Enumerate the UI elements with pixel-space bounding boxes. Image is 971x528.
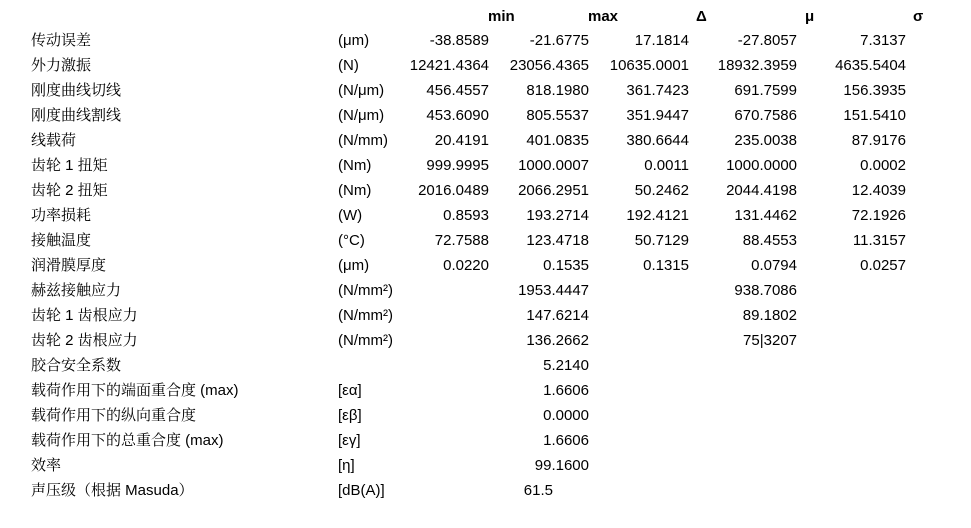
row-max-value: 805.5537	[526, 107, 589, 124]
table-row	[0, 331, 971, 356]
row-max-value: 401.0835	[526, 132, 589, 149]
row-label: 齿轮 1 扭矩	[31, 157, 108, 174]
row-unit: [η]	[338, 457, 355, 474]
row-mu-value: 670.7586	[734, 107, 797, 124]
row-unit: (N)	[338, 57, 359, 74]
row-mu-value: 1000.0000	[726, 157, 797, 174]
row-label: 润滑膜厚度	[31, 257, 107, 274]
row-label: 齿轮 2 扭矩	[31, 182, 108, 199]
row-mu-value: 691.7599	[734, 82, 797, 99]
row-label: 接触温度	[31, 232, 92, 249]
table-row	[0, 281, 971, 306]
table-row	[0, 356, 971, 381]
row-label: 传动误差	[31, 32, 92, 49]
row-max-value: 136.2662	[526, 332, 589, 349]
row-delta-value: 0.0011	[644, 157, 689, 174]
table-row	[0, 231, 971, 256]
row-delta-value: 10635.0001	[609, 57, 689, 74]
row-label: 齿轮 2 齿根应力	[31, 332, 138, 349]
row-min-value: 12421.4364	[409, 57, 489, 74]
row-min-value: 72.7588	[434, 232, 489, 249]
row-value: 61.5	[523, 482, 553, 499]
table-row	[0, 181, 971, 206]
row-label: 效率	[31, 457, 62, 474]
row-unit: [εγ]	[338, 432, 361, 449]
row-unit: [εβ]	[338, 407, 362, 424]
row-delta-value: 50.7129	[634, 232, 689, 249]
row-label: 载荷作用下的纵向重合度	[31, 407, 197, 424]
row-max-value: 99.1600	[534, 457, 589, 474]
row-unit: (N/mm²)	[338, 282, 393, 299]
table-row	[0, 81, 971, 106]
table-row	[0, 381, 971, 406]
row-min-value: -38.8589	[429, 32, 489, 49]
row-max-value: 1.6606	[543, 382, 589, 399]
row-delta-value: 0.1315	[643, 257, 689, 274]
row-min-value: 2016.0489	[418, 182, 489, 199]
row-unit: (N/mm)	[338, 132, 388, 149]
row-max-value: 147.6214	[526, 307, 589, 324]
row-label: 外力激振	[31, 57, 92, 74]
row-max-value: 5.2140	[543, 357, 589, 374]
row-label: 刚度曲线割线	[31, 107, 122, 124]
row-sigma-value: 0.0002	[860, 157, 906, 174]
row-label: 功率损耗	[31, 207, 92, 224]
row-max-value: 1.6606	[543, 432, 589, 449]
row-delta-value: 50.2462	[634, 182, 689, 199]
row-max-value: 2066.2951	[518, 182, 589, 199]
row-max-value: 23056.4365	[509, 57, 589, 74]
row-sigma-value: 11.3157	[852, 232, 906, 249]
table-row	[0, 56, 971, 81]
row-mu-value: -27.8057	[737, 32, 797, 49]
row-delta-value: 380.6644	[626, 132, 689, 149]
header-max: max	[588, 8, 619, 25]
header-sigma: σ	[913, 8, 924, 25]
row-max-value: 1953.4447	[518, 282, 589, 299]
row-unit: (°C)	[338, 232, 365, 249]
row-mu-value: 75|3207	[743, 332, 797, 349]
row-mu-value: 2044.4198	[726, 182, 797, 199]
row-min-value: 0.0220	[443, 257, 489, 274]
row-max-value: -21.6775	[529, 32, 589, 49]
row-delta-value: 17.1814	[634, 32, 689, 49]
row-mu-value: 235.0038	[734, 132, 797, 149]
row-mu-value: 18932.3959	[717, 57, 797, 74]
table-row-noise-level	[0, 481, 971, 506]
row-mu-value: 88.4553	[742, 232, 797, 249]
table-row	[0, 406, 971, 431]
row-sigma-value: 151.5410	[843, 107, 906, 124]
row-min-value: 999.9995	[426, 157, 489, 174]
row-unit: [dB(A)]	[338, 482, 385, 499]
row-sigma-value: 4635.5404	[835, 57, 906, 74]
row-max-value: 193.2714	[526, 207, 589, 224]
row-unit: [εα]	[338, 382, 362, 399]
table-row	[0, 456, 971, 481]
header-delta: Δ	[696, 8, 707, 25]
row-min-value: 20.4191	[434, 132, 489, 149]
row-unit: (Nm)	[338, 157, 372, 174]
row-max-value: 0.1535	[543, 257, 589, 274]
row-delta-value: 361.7423	[626, 82, 689, 99]
row-unit: (N/mm²)	[338, 307, 393, 324]
row-sigma-value: 87.9176	[851, 132, 906, 149]
row-label: 赫兹接触应力	[31, 282, 122, 299]
row-unit: (W)	[338, 207, 363, 224]
row-max-value: 123.4718	[526, 232, 589, 249]
row-unit: (Nm)	[338, 182, 372, 199]
row-sigma-value: 12.4039	[851, 182, 906, 199]
row-max-value: 0.0000	[543, 407, 589, 424]
row-mu-value: 0.0794	[751, 257, 797, 274]
row-delta-value: 192.4121	[626, 207, 689, 224]
row-max-value: 818.1980	[526, 82, 589, 99]
row-sigma-value: 7.3137	[860, 32, 906, 49]
row-min-value: 456.4557	[426, 82, 489, 99]
row-mu-value: 131.4462	[734, 207, 797, 224]
table-row	[0, 131, 971, 156]
row-max-value: 1000.0007	[518, 157, 589, 174]
table-row	[0, 106, 971, 131]
table-row	[0, 256, 971, 281]
row-mu-value: 89.1802	[742, 307, 797, 324]
table-row	[0, 306, 971, 331]
row-label: 载荷作用下的总重合度 (max)	[31, 432, 224, 449]
row-label: 声压级（根据 Masuda）	[31, 482, 194, 499]
row-sigma-value: 72.1926	[851, 207, 906, 224]
row-unit: (μm)	[338, 257, 370, 274]
row-unit: (μm)	[338, 32, 370, 49]
row-label: 线载荷	[31, 132, 77, 149]
row-label: 胶合安全系数	[31, 357, 122, 374]
row-label: 刚度曲线切线	[31, 82, 122, 99]
row-delta-value: 351.9447	[626, 107, 689, 124]
table-row	[0, 431, 971, 456]
row-sigma-value: 0.0257	[860, 257, 906, 274]
header-mu: μ	[805, 8, 815, 25]
header-min: min	[488, 8, 515, 25]
row-label: 载荷作用下的端面重合度 (max)	[31, 382, 239, 399]
table-row	[0, 156, 971, 181]
row-mu-value: 938.7086	[734, 282, 797, 299]
row-unit: (N/μm)	[338, 82, 385, 99]
row-sigma-value: 156.3935	[843, 82, 906, 99]
row-label: 齿轮 1 齿根应力	[31, 307, 138, 324]
row-unit: (N/mm²)	[338, 332, 393, 349]
table-row	[0, 31, 971, 56]
row-min-value: 453.6090	[426, 107, 489, 124]
table-row	[0, 206, 971, 231]
row-min-value: 0.8593	[443, 207, 489, 224]
row-unit: (N/μm)	[338, 107, 385, 124]
